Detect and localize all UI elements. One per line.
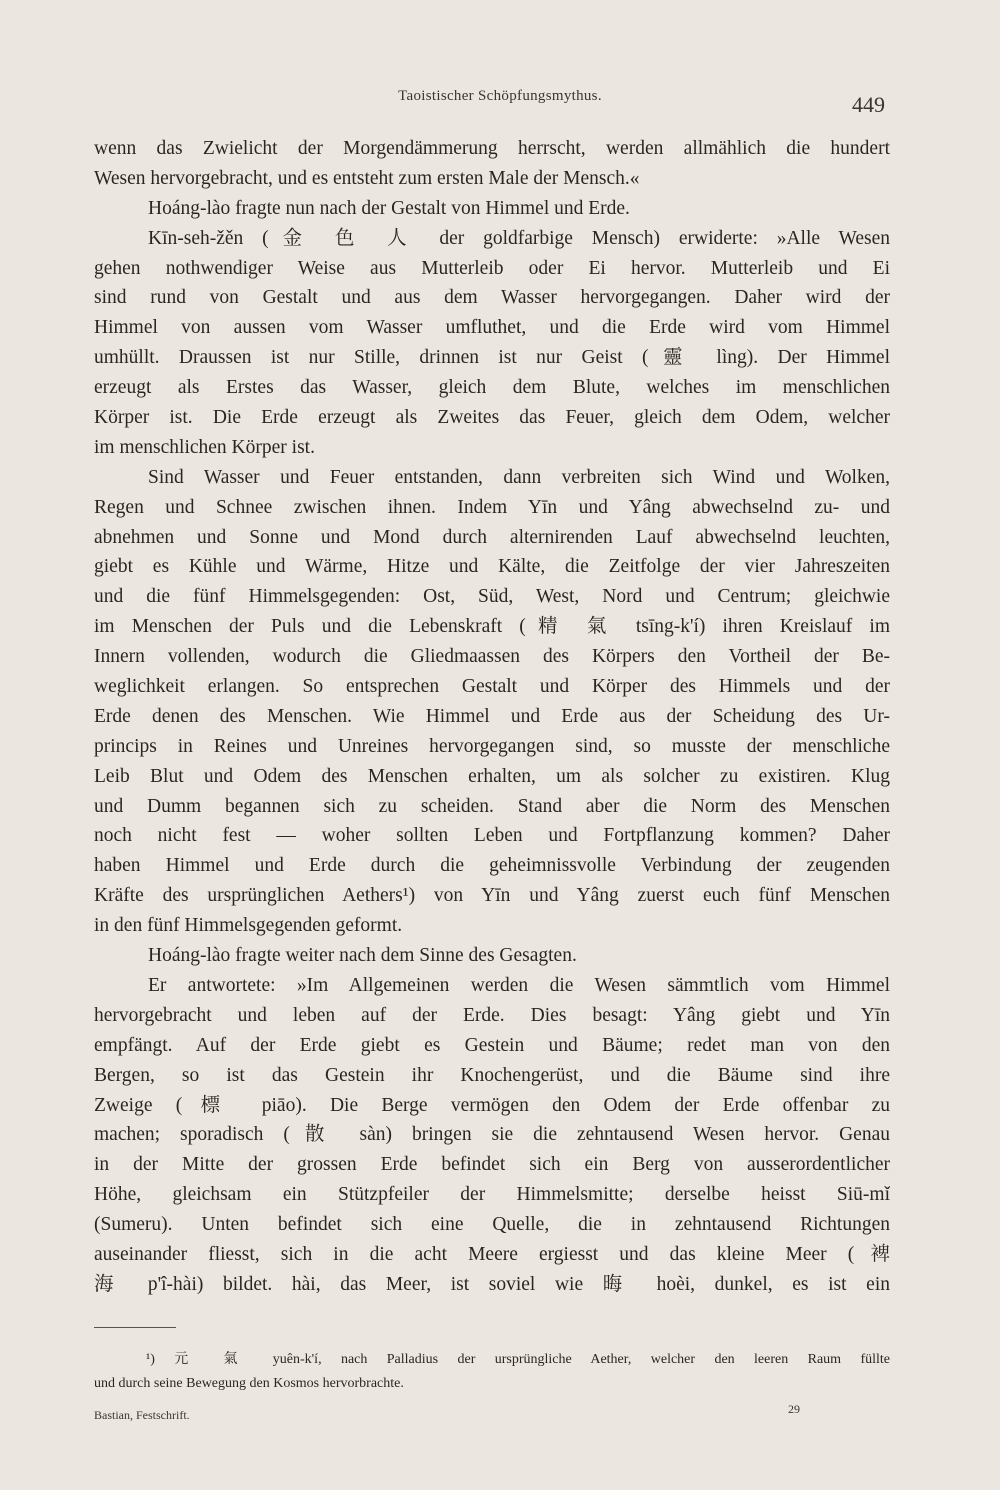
body-text — [94, 134, 890, 1300]
text-line: Hoáng-lào fragte nun nach der Gestalt von Himmel und Erde. — [148, 197, 630, 219]
text-line: Bergen, so ist das Gestein ihr Knochengerüst, und die Bäume sind ihre — [94, 1064, 890, 1086]
text-line: Er antwortete: »Im Allgemeinen werden die Wesen sämmtlich vom Himmel — [148, 974, 890, 996]
text-line: und die fünf Himmelsgegenden: Ost, Süd, West, Nord und Centrum; gleichwie — [94, 586, 890, 608]
text-line: wenn das Zwielicht der Morgendämmerung herrscht, werden allmählich die hundert — [94, 138, 890, 159]
text-line: Himmel von aussen vom Wasser umfluthet, und die Erde wird vom Himmel — [94, 317, 890, 339]
footnote-line: ¹) 元 氣 yuên-k'í, nach Palladius der ursprüngliche Aether, welcher den leeren Raum füllte — [146, 1352, 890, 1367]
text-line: Regen und Schnee zwischen ihnen. Indem Yīn und Yâng abwechselnd zu- und — [94, 496, 890, 518]
signature-mark: 29 — [788, 1402, 800, 1416]
text-line: in den fünf Himmelsgegenden geformt. — [94, 915, 403, 937]
footnote-divider — [94, 1327, 176, 1328]
printer-signature: Bastian, Festschrift. — [94, 1408, 190, 1422]
text-line: 海 p'î-hài) bildet. hài, das Meer, ist soviel wie 晦 hoèi, dunkel, es ist ein — [94, 1273, 890, 1295]
text-line: umhüllt. Draussen ist nur Stille, drinnen ist nur Geist (靈 lìng). Der Himmel — [94, 347, 890, 369]
text-line: erzeugt als Erstes das Wasser, gleich dem Blute, welches im menschlichen — [94, 377, 890, 399]
text-line: (Sumeru). Unten befindet sich eine Quelle, die in zehntausend Richtungen — [94, 1214, 890, 1236]
text-line: Höhe, gleichsam ein Stützpfeiler der Himmelsmitte; derselbe heisst Siū-mǐ — [94, 1184, 890, 1206]
text-line: in der Mitte der grossen Erde befindet sich ein Berg von ausserordentlicher — [94, 1154, 890, 1176]
text-line: gehen nothwendiger Weise aus Mutterleib oder Ei hervor. Mutterleib und Ei — [94, 257, 890, 279]
text-line: Sind Wasser und Feuer entstanden, dann verbreiten sich Wind und Wolken, — [148, 466, 890, 488]
text-line: Zweige (標 piāo). Die Berge vermögen den Odem der Erde offenbar zu — [94, 1094, 890, 1116]
text-line: weglichkeit erlangen. So entsprechen Gestalt und Körper des Himmels und der — [94, 676, 890, 698]
text-line: Erde denen des Menschen. Wie Himmel und Erde aus der Scheidung des Ur- — [94, 705, 890, 727]
text-line: noch nicht fest — woher sollten Leben und Fortpflanzung kommen? Daher — [94, 825, 890, 847]
text-line: Wesen hervorgebracht, und es entsteht zum ersten Male der Mensch.« — [94, 167, 640, 189]
text-line: Kräfte des ursprünglichen Aethers¹) von Yīn und Yâng zuerst euch fünf Menschen — [94, 885, 890, 907]
text-line: empfängt. Auf der Erde giebt es Gestein und Bäume; redet man von den — [94, 1034, 890, 1056]
text-line: Kīn-seh-žěn (金 色 人 der goldfarbige Mensch) erwiderte: »Alle Wesen — [148, 227, 890, 249]
text-line: im Menschen der Puls und die Lebenskraft (精 氣 tsīng-k'í) ihren Kreislauf im — [94, 616, 890, 638]
text-line: haben Himmel und Erde durch die geheimnissvolle Verbindung der zeugenden — [94, 855, 890, 877]
text-line: und Dumm begannen sich zu scheiden. Stand aber die Norm des Menschen — [94, 795, 890, 817]
page-number: 449 — [852, 92, 885, 117]
footnote-line: und durch seine Bewegung den Kosmos hervorbrachte. — [94, 1376, 404, 1391]
text-line: machen; sporadisch (散 sàn) bringen sie die zehntausend Wesen hervor. Genau — [94, 1124, 890, 1146]
text-line: hervorgebracht und leben auf der Erde. Dies besagt: Yâng giebt und Yīn — [94, 1004, 890, 1026]
text-line: princips in Reines und Unreines hervorgegangen sind, so musste der menschliche — [94, 735, 890, 757]
text-line: Leib Blut und Odem des Menschen erhalten, um als solcher zu existiren. Klug — [94, 765, 890, 787]
text-line: sind rund von Gestalt und aus dem Wasser hervorgegangen. Daher wird der — [94, 287, 890, 309]
text-line: Hoáng-lào fragte weiter nach dem Sinne des Gesagten. — [148, 945, 577, 967]
running-title: Taoistischer Schöpfungsmythus. — [398, 88, 602, 104]
text-line: abnehmen und Sonne und Mond durch alternirenden Lauf abwechselnd leuchten, — [94, 526, 890, 548]
text-line: Innern vollenden, wodurch die Gliedmaassen des Körpers den Vortheil der Be- — [94, 646, 890, 668]
text-line: im menschlichen Körper ist. — [94, 436, 315, 458]
text-line: Körper ist. Die Erde erzeugt als Zweites das Feuer, gleich dem Odem, welcher — [94, 407, 890, 429]
footnotes — [94, 1348, 890, 1396]
text-line: giebt es Kühle und Wärme, Hitze und Kälte, die Zeitfolge der vier Jahreszeiten — [94, 556, 890, 578]
text-line: auseinander fliesst, sich in die acht Meere ergiesst und das kleine Meer (裨 — [94, 1243, 890, 1265]
